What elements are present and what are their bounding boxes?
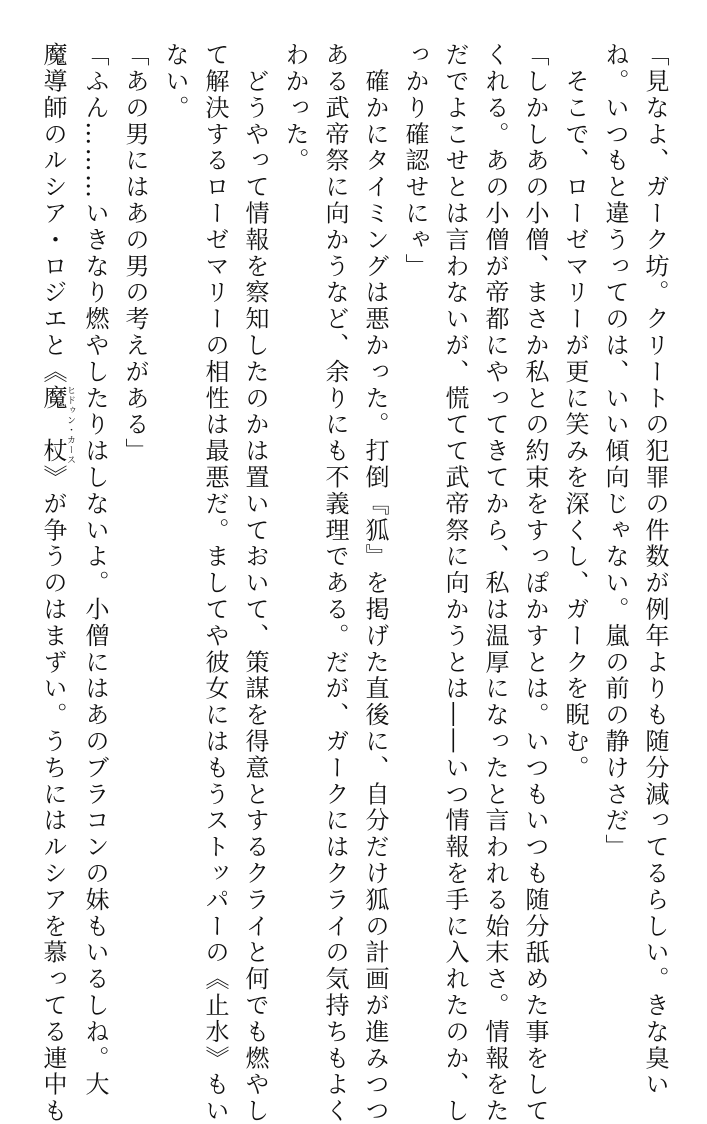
text-line: わかった。	[281, 42, 309, 174]
text-line: くれる。あの小僧が帝都にやってきてから、私は温厚になったと言われる始末さ。情報をた	[481, 42, 509, 1124]
text-line: だでよこせとは言わないが、慌てて武帝祭に向かうとは――いつ情報を手に入れたのか、し	[441, 42, 469, 1124]
text-line: 「ふん………いきなり燃やしたりはしないよ。小僧にはあのブラコンの妹もいるしね。大	[81, 42, 109, 1098]
text-line: ね。いつもと違うってのは、いい傾向じゃない。嵐の前の静けさだ」	[601, 42, 629, 861]
text-line: 「あの男にはあの男の考えがある」	[121, 42, 149, 465]
ruby-reading: ヒドゥン・カース	[65, 385, 75, 465]
text-line: ある武帝祭に向かうなど、余りにも不義理である。だが、ガークにはクライの気持ちもよく	[321, 42, 349, 1124]
text-line: そこで、ローゼマリーが更に笑みを深くし、ガークを睨む。	[561, 42, 589, 782]
text-segment: 魔導師のルシア・ロジエと《	[39, 42, 67, 386]
text-line: 「見なよ、ガーク坊。クリートの犯罪の件数が例年よりも随分減ってるらしい。きな臭い	[641, 42, 669, 1098]
text-line: ない。	[161, 42, 189, 122]
text-line-with-ruby	[33, 42, 75, 1124]
text-line: て解決するローゼマリーの相性は最悪だ。ましてや彼女にはもうストッパーの《止水》もい	[201, 42, 229, 1124]
ruby-annotated-word	[39, 385, 75, 465]
text-line: 確かにタイミングは悪かった。打倒『狐』を掲げた直後に、自分だけ狐の計画が進みつつ	[361, 42, 389, 1124]
ruby-base: 魔 杖	[39, 385, 67, 465]
text-line: どうやって情報を察知したのかは置いておいて、策謀を得意とするクライと何でも燃やし	[241, 42, 269, 1124]
text-segment: 》が争うのはまずい。うちにはルシアを慕ってる連中も	[39, 464, 67, 1124]
text-line: 「しかしあの小僧、まさか私との約束をすっぽかすとは。いつもいつも随分舐めた事をして	[521, 42, 549, 1124]
vertical-text-body	[15, 42, 675, 1124]
text-line: っかり確認せにゃ」	[401, 42, 429, 280]
